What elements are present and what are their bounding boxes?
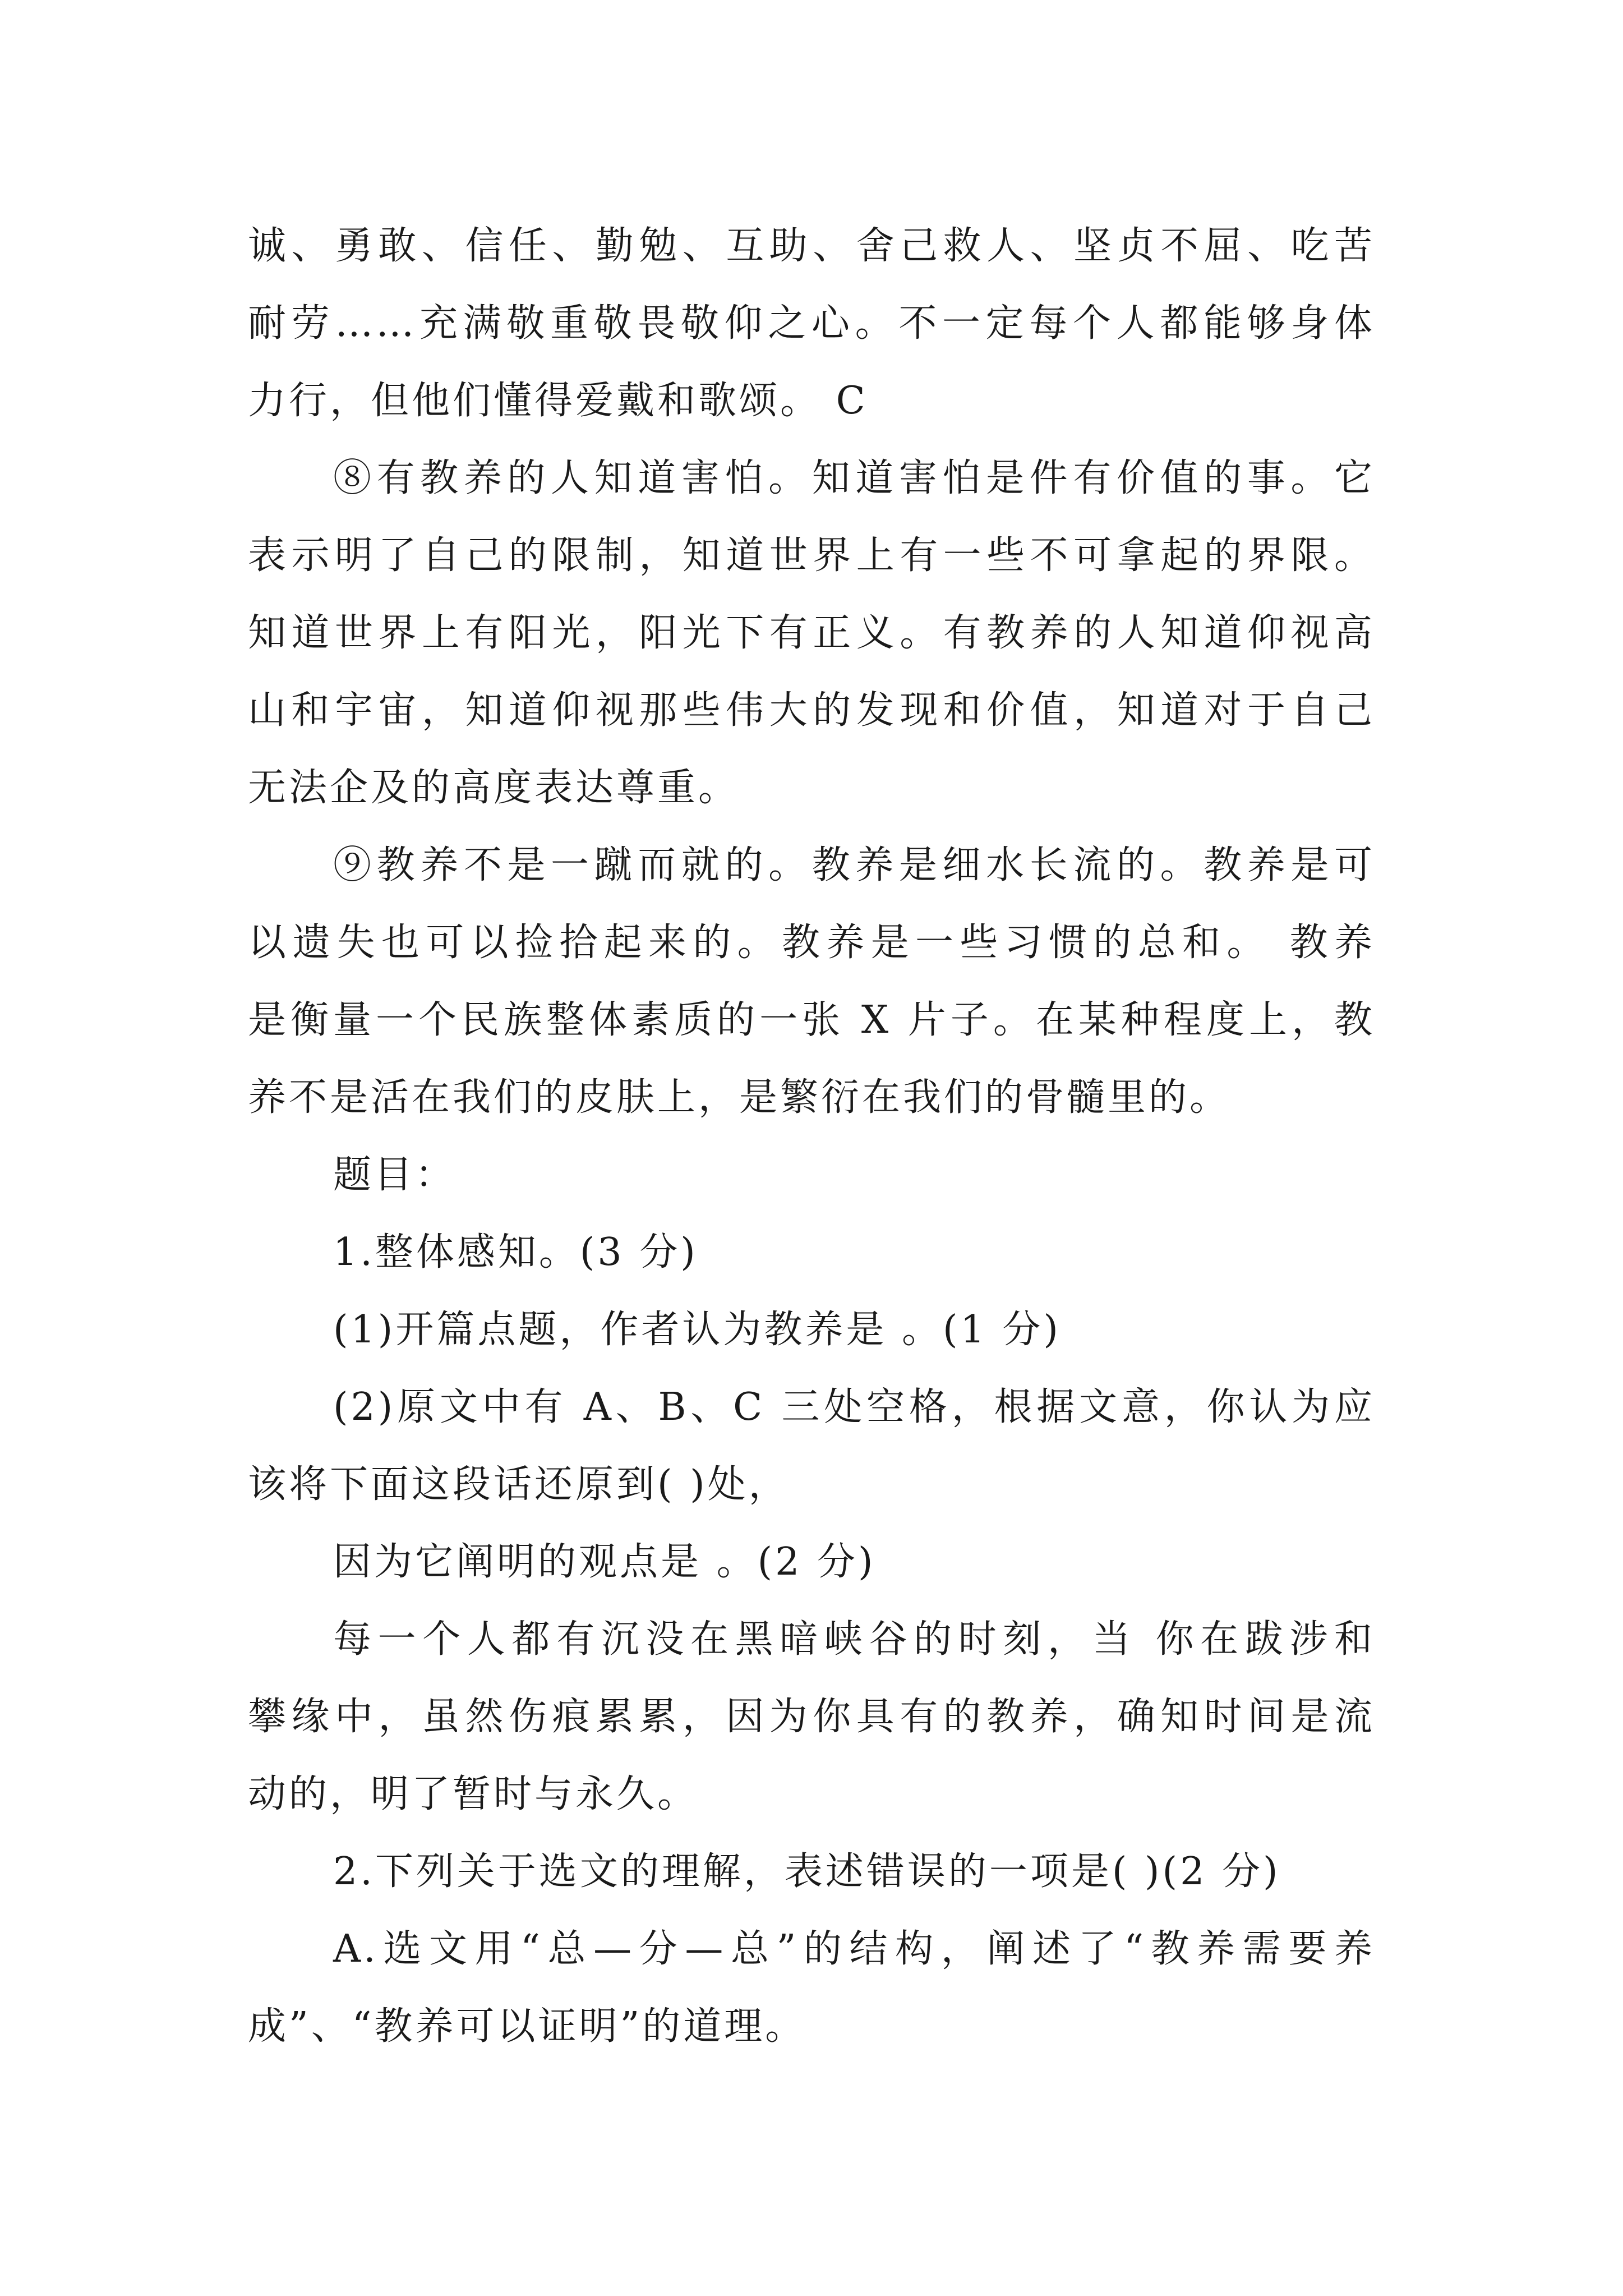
text-line: 以遗失也可以捡拾起来的。教养是一些习惯的总和。 教养 <box>248 921 1375 965</box>
text-line: 题目： <box>333 1153 457 1197</box>
text-line: (1)开篇点题，作者认为教养是 。(1 分) <box>333 1308 1061 1352</box>
text-line: 是衡量一个民族整体素质的一张 X 片子。在某种程度上，教 <box>248 998 1375 1042</box>
text-line: 动的，明了暂时与永久。 <box>248 1772 699 1816</box>
paragraph-8 <box>248 440 1375 827</box>
text-line: 攀缘中，虽然伤痕累累，因为你具有的教养，确知时间是流 <box>248 1695 1375 1739</box>
questions-heading <box>248 1137 1375 1214</box>
text-line: 成”、“教养可以证明”的道理。 <box>248 2004 806 2049</box>
question-1-part-1 <box>248 1291 1375 1369</box>
text-line: ⑧有教养的人知道害怕。知道害怕是件有价值的事。它 <box>333 456 1375 500</box>
text-line: 山和宇宙，知道仰视那些伟大的发现和价值，知道对于自己 <box>248 688 1375 733</box>
text-line: 2.下列关于选文的理解，表述错误的一项是( )(2 分) <box>333 1849 1281 1894</box>
question-1 <box>248 1214 1375 1291</box>
text-line: 耐劳……充满敬重敬畏敬仰之心。不一定每个人都能够身体 <box>248 301 1375 346</box>
text-line: 诚、勇敢、信任、勤勉、互助、舍己救人、坚贞不屈、吃苦 <box>248 224 1375 268</box>
question-1-part-2 <box>248 1369 1375 1524</box>
text-line: 该将下面这段话还原到( )处， <box>248 1462 790 1507</box>
paragraph-9 <box>248 827 1375 1137</box>
text-line: 力行，但他们懂得爱戴和歌颂。 C <box>248 379 868 423</box>
text-line: 因为它阐明的观点是 。(2 分) <box>333 1540 876 1584</box>
document-body <box>248 208 1375 2065</box>
text-line: 无法企及的高度表达尊重。 <box>248 766 740 810</box>
question-2 <box>248 1833 1375 1911</box>
question-1-part-2-reason <box>248 1524 1375 1601</box>
text-line: (2)原文中有 A、B、C 三处空格，根据文意，你认为应 <box>333 1385 1375 1429</box>
question-2-option-a <box>248 1911 1375 2065</box>
text-line: 每一个人都有沉没在黑暗峡谷的时刻，当 你在跋涉和 <box>333 1617 1375 1662</box>
text-line: ⑨教养不是一蹴而就的。教养是细水长流的。教养是可 <box>333 843 1375 887</box>
paragraph-continuation <box>248 208 1375 440</box>
text-line: 知道世界上有阳光，阳光下有正义。有教养的人知道仰视高 <box>248 611 1375 655</box>
text-line: 养不是活在我们的皮肤上，是繁衍在我们的骨髓里的。 <box>248 1075 1231 1120</box>
text-line: 表示明了自己的限制，知道世界上有一些不可拿起的界限。 <box>248 533 1375 578</box>
quoted-passage <box>248 1601 1375 1833</box>
text-line: A.选文用“总—分—总”的结构，阐述了“教养需要养 <box>333 1927 1375 1971</box>
text-line: 1.整体感知。(3 分) <box>333 1230 698 1274</box>
